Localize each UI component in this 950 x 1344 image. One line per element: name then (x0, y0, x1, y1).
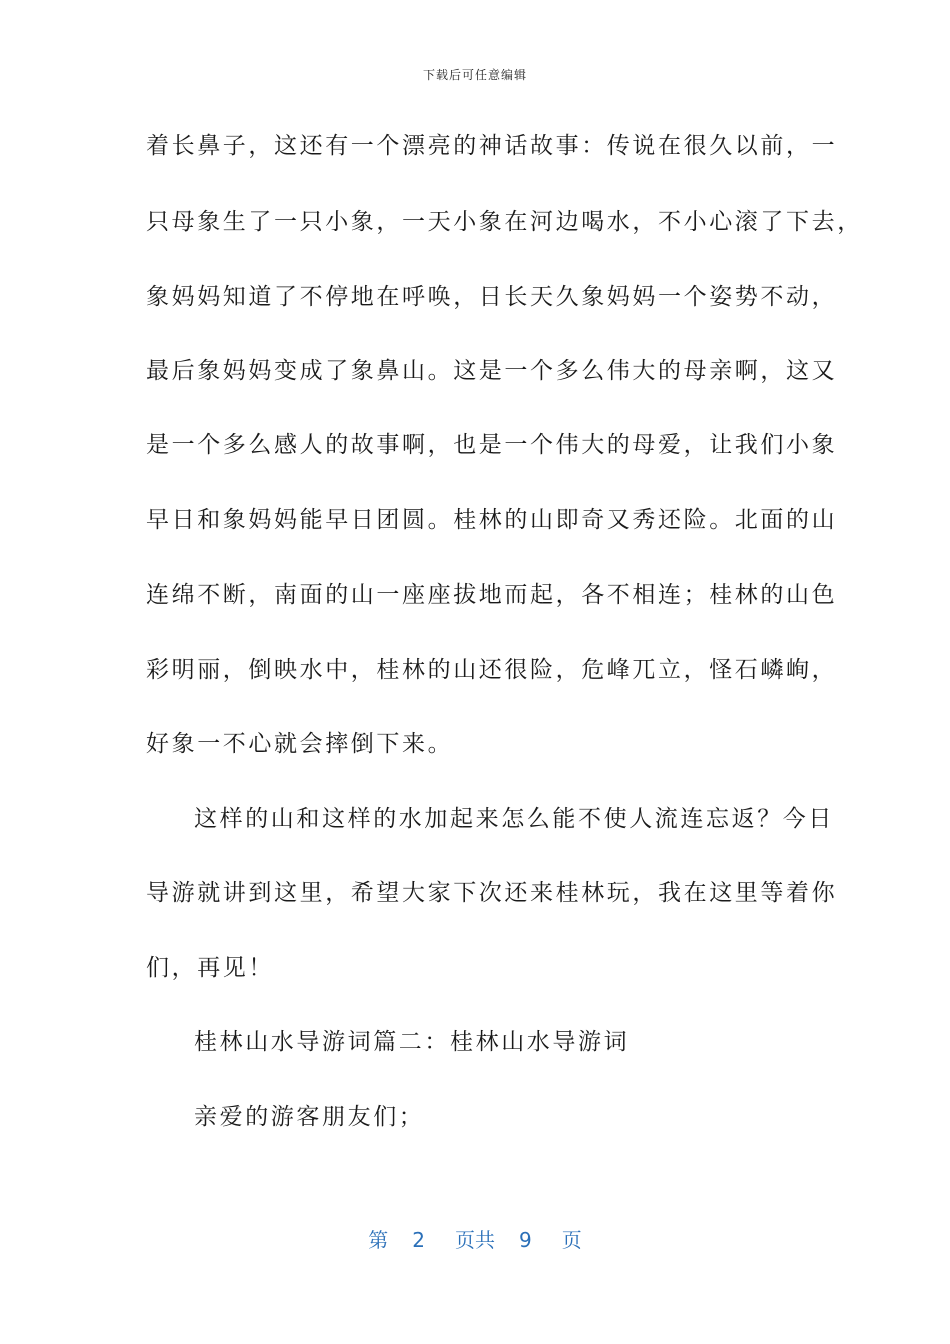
text-line: 们，再见！ (146, 955, 274, 981)
text-line: 导游就讲到这里，希望大家下次还来桂林玩，我在这里等着你 (146, 880, 838, 906)
paragraph-start-line: 这样的山和这样的水加起来怎么能不使人流连忘返？今日 (194, 806, 834, 832)
footer-suffix: 页 (561, 1228, 582, 1252)
text-line: 着长鼻子，这还有一个漂亮的神话故事：传说在很久以前，一 (146, 133, 838, 159)
text-line: 是一个多么感人的故事啊，也是一个伟大的母爱，让我们小象 (146, 432, 838, 458)
text-line: 彩明丽，倒映水中，桂林的山还很险，危峰兀立，怪石嶙峋， (146, 657, 838, 683)
page-header-note: 下载后可任意编辑 (422, 68, 527, 82)
text-line: 早日和象妈妈能早日团圆。桂林的山即奇又秀还险。北面的山 (146, 507, 838, 533)
text-line: 只母象生了一只小象，一天小象在河边喝水，不小心滚了下去， (146, 209, 863, 235)
text-line: 最后象妈妈变成了象鼻山。这是一个多么伟大的母亲啊，这又 (146, 358, 838, 384)
section-heading: 桂林山水导游词篇二：桂林山水导游词 (194, 1029, 630, 1055)
footer-prefix: 第 (368, 1228, 389, 1252)
footer-total-pages: 9 (519, 1228, 532, 1252)
footer-page-number: 2 (412, 1228, 425, 1252)
greeting-line: 亲爱的游客朋友们； (194, 1104, 425, 1130)
footer-middle: 页共 (455, 1228, 495, 1252)
text-line: 连绵不断，南面的山一座座拔地而起，各不相连；桂林的山色 (146, 582, 838, 608)
page-footer (0, 1224, 950, 1253)
text-line: 象妈妈知道了不停地在呼唤，日长天久象妈妈一个姿势不动， (146, 284, 838, 310)
text-line: 好象一不心就会摔倒下来。 (146, 731, 454, 757)
